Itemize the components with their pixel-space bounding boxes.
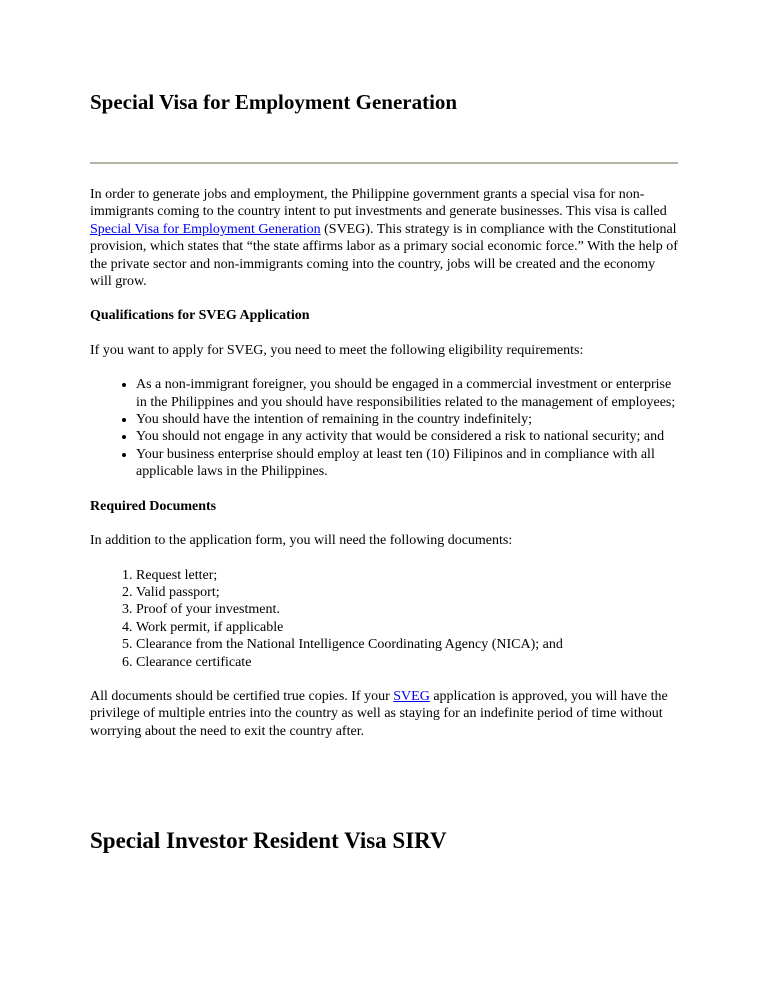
qualifications-lead: If you want to apply for SVEG, you need to meet the following eligibility requirements: — [90, 342, 584, 358]
closing-text-2: application is approved, you will have the privilege of multiple entries into the country as well as staying for an indefinite period of time without worrying about the need to exit the country after. — [90, 688, 668, 739]
list-item: • You should have the intention of remaining in the country indefinitely; — [136, 411, 680, 428]
closing-paragraph — [90, 688, 680, 740]
list-item: • Your business enterprise should employ at least ten (10) Filipinos and in compliance with all applicable laws in the Philippines. — [136, 446, 680, 481]
documents-list — [90, 567, 680, 671]
list-item: 2. Valid passport; — [136, 584, 680, 601]
list-item: • You should not engage in any activity that would be considered a risk to national security; and — [136, 428, 680, 445]
sveg-link[interactable]: Special Visa for Employment Generation — [90, 221, 321, 237]
list-item: • As a non-immigrant foreigner, you should be engaged in a commercial investment or enterprise in the Philippines and you should have responsibilities related to the management of employees; — [136, 376, 680, 411]
qualifications-heading: Qualifications for SVEG Application — [90, 308, 310, 324]
intro-paragraph — [90, 186, 680, 290]
intro-text-1: In order to generate jobs and employment, the Philippine government grants a special visa for non-immigrants coming to the country intent to put investments and generate businesses. This visa is called — [90, 187, 667, 220]
article-body — [90, 186, 680, 740]
list-item: 5. Clearance from the National Intelligence Coordinating Agency (NICA); and — [136, 636, 680, 653]
intro-text-2: (SVEG). This strategy is in compliance with the Constitutional provision, which states that “the state affirms labor as a primary social economic force.” With the help of the private sector and non-immigrants coming into the country, jobs will be created and the economy will grow. — [90, 221, 678, 290]
list-item: 3. Proof of your investment. — [136, 601, 680, 618]
list-item: 1. Request letter; — [136, 567, 680, 584]
documents-heading: Required Documents — [90, 498, 217, 514]
page-title: Special Visa for Employment Generation — [90, 90, 458, 114]
list-item: 6. Clearance certificate — [136, 654, 680, 671]
closing-text-1: All documents should be certified true copies. If your — [90, 688, 394, 704]
next-section-heading: Special Investor Resident Visa SIRV — [90, 828, 447, 853]
qualifications-list — [90, 376, 680, 480]
list-item: 4. Work permit, if applicable — [136, 619, 680, 636]
horizontal-rule — [90, 162, 678, 164]
documents-lead: In addition to the application form, you will need the following documents: — [90, 533, 513, 549]
sveg-short-link[interactable]: SVEG — [393, 688, 430, 704]
